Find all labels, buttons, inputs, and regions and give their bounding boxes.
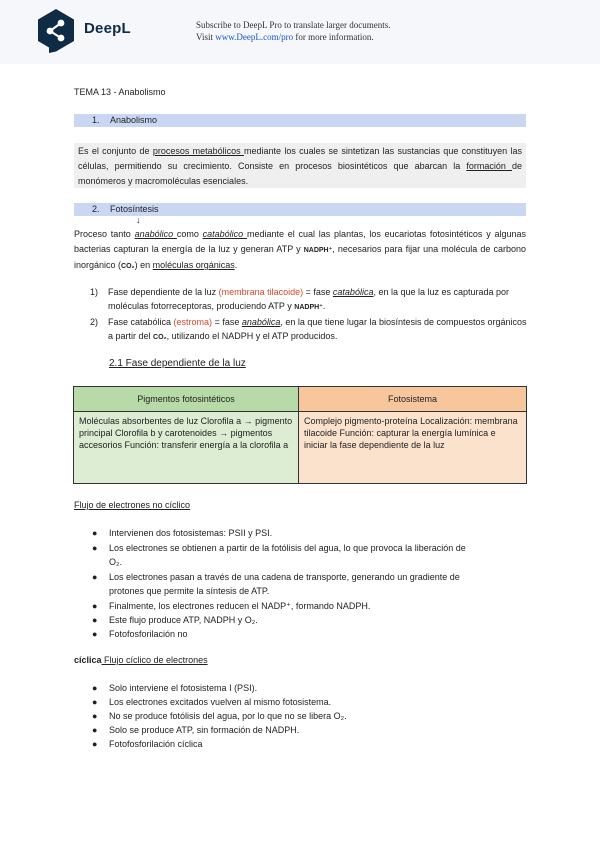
down-arrow-icon: ↓ [136, 215, 141, 225]
flow-heading-cyclic: cíclica Flujo cíclico de electrones [74, 655, 208, 665]
section-number: 1. [92, 115, 100, 125]
table-cell: Moléculas absorbentes de luz Clorofila a → pigmento principal Clorofila b y carotenoides → pigmentos accesorios Función: transferir energía a la clorofila a [74, 412, 299, 484]
table-header: Fotosistema [299, 387, 527, 412]
brand-name: DeepL [84, 20, 131, 37]
table-cell: Complejo pigmento-proteína Localización: membrana tilacoide Función: capturar la energía lumínica e iniciar la fase dependiente de la luz [299, 412, 527, 484]
flow-heading-non-cyclic: Flujo de electrones no cíclico [74, 500, 191, 510]
section-number: 2. [92, 204, 100, 214]
pigments-table [73, 386, 527, 484]
deepl-share-node-icon [36, 8, 76, 54]
section-heading-fotosintesis [74, 203, 526, 216]
deepl-pro-link[interactable]: www.DeepL.com/pro [215, 32, 294, 42]
document-title: TEMA 13 - Anabolismo [74, 87, 166, 97]
promo-line-2: Visit www.DeepL.com/pro for more information. [196, 32, 374, 42]
deepl-banner [0, 0, 600, 64]
section-label: Anabolismo [110, 115, 158, 125]
link-formacion: formación [466, 161, 512, 171]
link-procesos-metabolicos: procesos metabólicos [152, 146, 244, 156]
phase-item: 1) Fase dependiente de la luz (membrana tilacoide) = fase catabólica, en la que la luz es capturada por moléculas fotorreceptoras, produciendo ATP y NADPH⁺. [90, 287, 510, 311]
phase-item: 2) Fase catabólica (estroma) = fase anabólica, en la que tiene lugar la biosíntesis de compuestos orgánicos a partir del CO₂, utilizando el NADPH y el ATP producidos. [90, 317, 527, 341]
definition-box: Es el conjunto de procesos metabólicos mediante los cuales se sintetizan las sustancias que constituyen las células, permitiendo su crecimiento. Consiste en procesos biosintéticos que abarcan la formación de monómeros y macromoléculas esenciales. [74, 143, 526, 188]
promo-line-1: Subscribe to DeepL Pro to translate larger documents. [196, 20, 391, 30]
table-header: Pigmentos fotosintéticos [74, 387, 299, 412]
subsection-heading: 2.1 Fase dependiente de la luz [109, 358, 246, 369]
promo-text [196, 19, 390, 43]
section-heading-anabolismo [74, 114, 526, 127]
photosynthesis-paragraph: Proceso tanto anabólico como catabólico mediante el cual las plantas, los eucariotas fotosintéticos y algunas bacterias capturan la energía de la luz y generan ATP y NADPH⁺, necesarios para fijar una molécula de carbono inorgánico (CO₂) en moléculas orgánicas. [74, 229, 526, 270]
section-label: Fotosíntesis [110, 204, 159, 214]
